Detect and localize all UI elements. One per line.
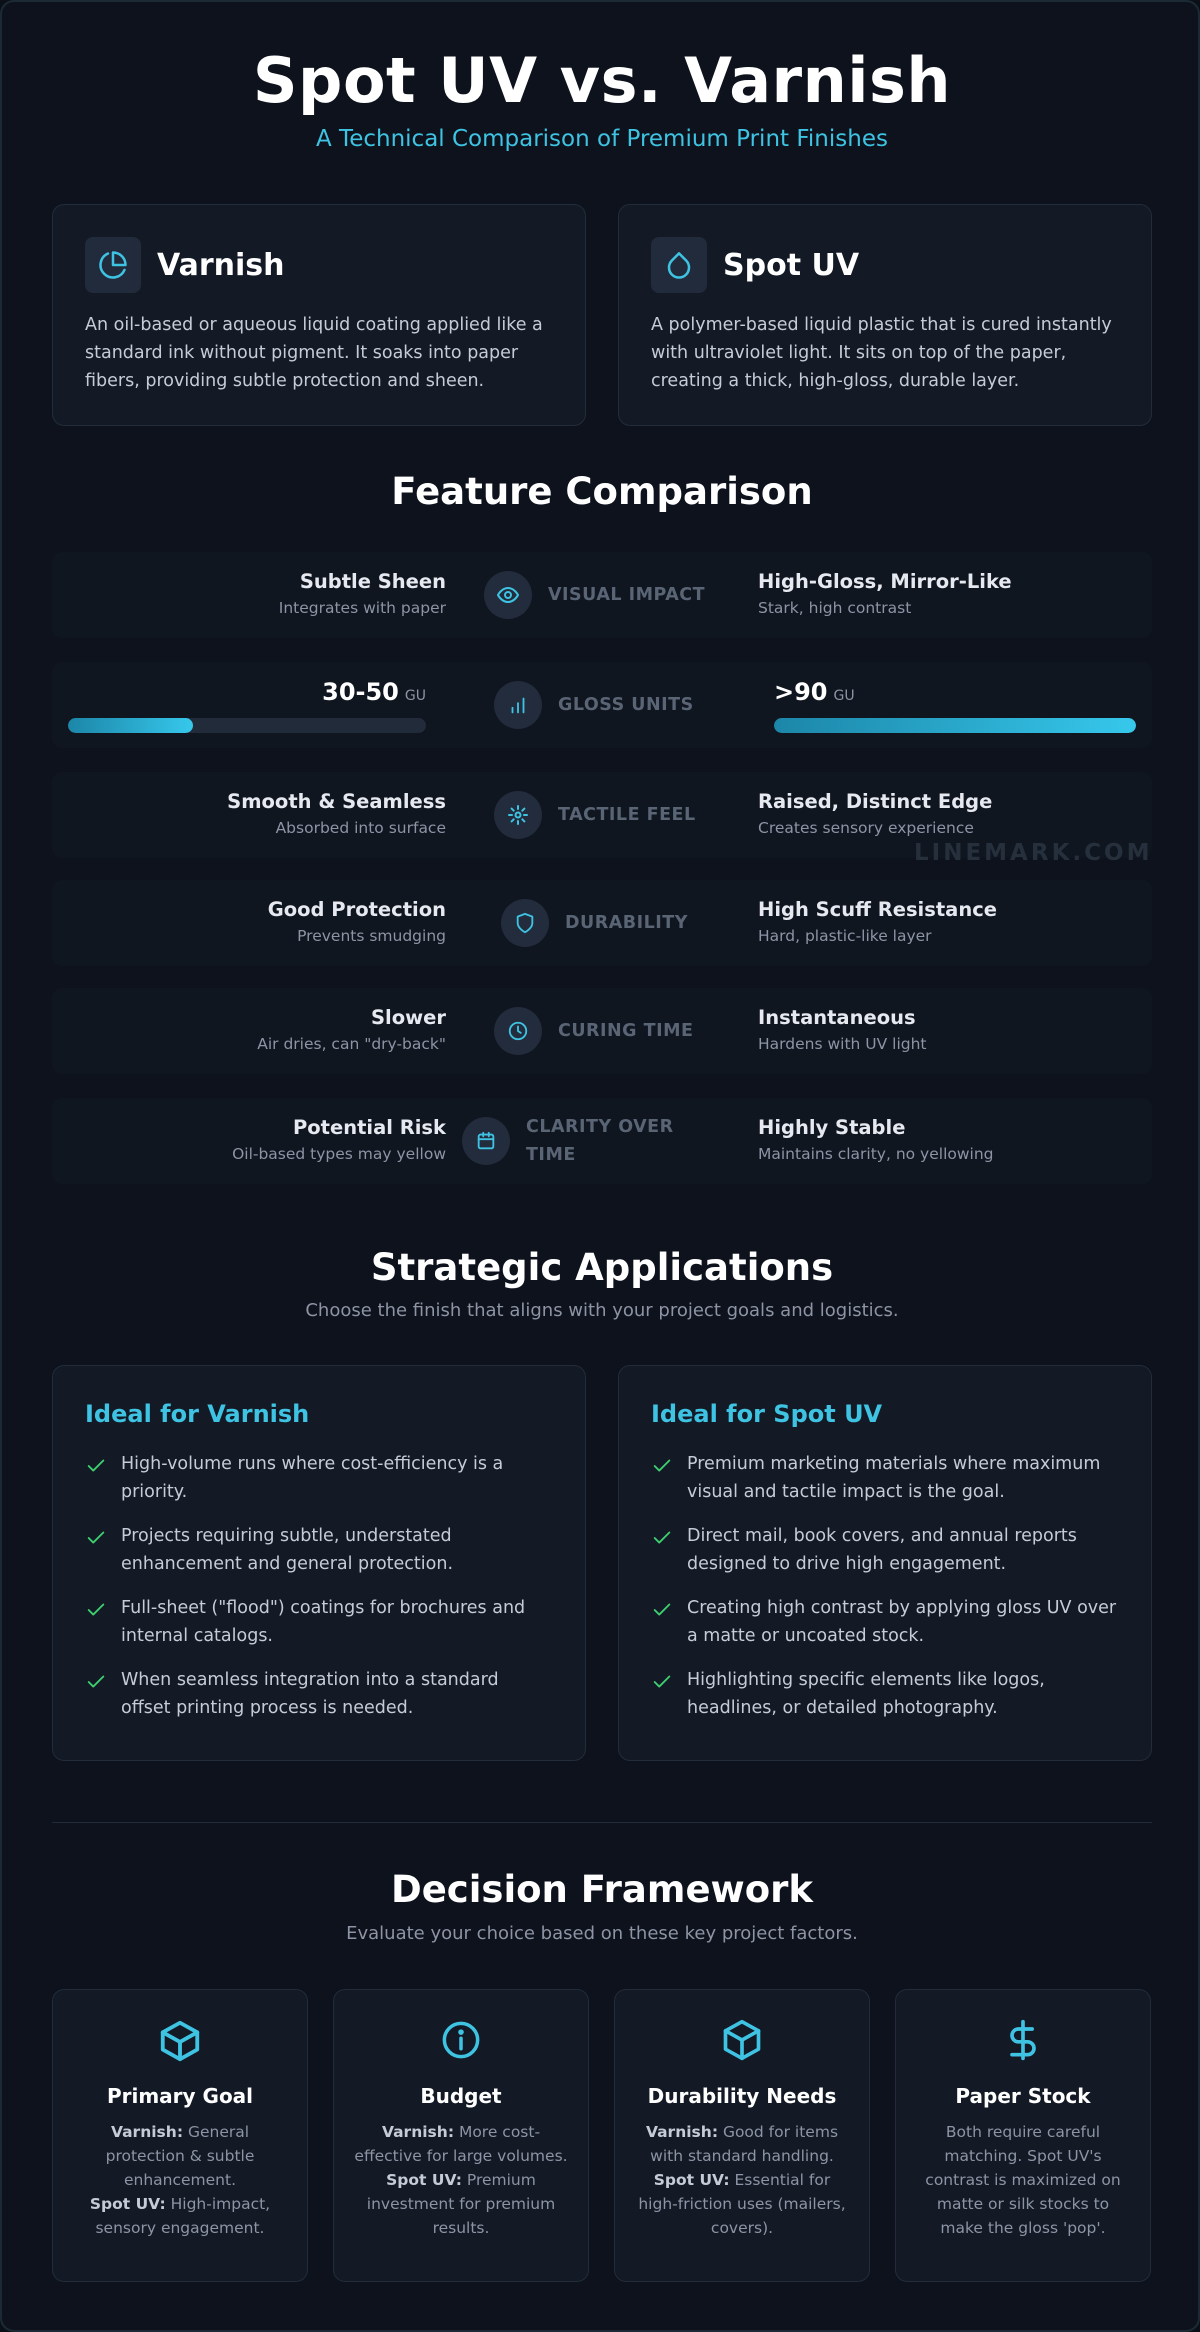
list-item [651, 1666, 1119, 1722]
varnish-note: Air dries, can "dry-back" [257, 1035, 446, 1053]
list-item [85, 1522, 553, 1578]
spotuv-intro-title: Spot UV [723, 247, 860, 283]
varnish-value: Slower [371, 1006, 446, 1029]
varnish-value: Good Protection [267, 898, 446, 921]
feature-label: GLOSS UNITS [558, 695, 694, 715]
framework-card-durability [614, 1989, 870, 2282]
paper-stock-text: Both require careful matching. Spot UV's contrast is maximized on matte or silk stocks to make the gloss 'pop'. [925, 2123, 1121, 2237]
varnish-note: Prevents smudging [297, 927, 446, 945]
box-icon [73, 2016, 287, 2064]
comparison-row-durability [52, 880, 1152, 966]
check-icon [651, 1671, 673, 1693]
feature-label: CLARITY OVER TIME [526, 1117, 674, 1165]
varnish-intro-card [52, 204, 586, 426]
varnish-applications-title: Ideal for Varnish [85, 1400, 310, 1428]
cube-icon [635, 2016, 849, 2064]
varnish-label: Varnish: [645, 2123, 719, 2141]
varnish-gloss-value: 30-50 [322, 678, 399, 706]
framework-card-title: Primary Goal [106, 2084, 254, 2108]
check-icon [651, 1455, 673, 1477]
list-item [85, 1666, 553, 1722]
varnish-intro-text: An oil-based or aqueous liquid coating applied like a standard ink without pigment. It soaks into paper fibers, providing subtle protection and sheen. [85, 315, 543, 391]
varnish-value: Subtle Sheen [299, 570, 446, 593]
section-divider [52, 1822, 1152, 1823]
spotuv-text: Essential for high-friction uses (mailers, covers). [638, 2171, 846, 2237]
watermark: LINEMARK.COM [914, 840, 1153, 866]
page-header [2, 44, 1200, 152]
spotuv-value: Instantaneous [758, 1006, 916, 1029]
list-item [651, 1522, 1119, 1578]
framework-subtitle: Evaluate your choice based on these key project factors. [346, 1923, 858, 1944]
spotuv-value: Highly Stable [758, 1116, 906, 1139]
spotuv-text: High-impact, sensory engagement. [95, 2195, 271, 2237]
varnish-text: General protection & subtle enhancement. [105, 2123, 255, 2189]
spotuv-label: Spot UV: [89, 2195, 166, 2213]
feature-label: CURING TIME [558, 1021, 694, 1041]
comparison-row-visual-impact [52, 552, 1152, 638]
eye-icon [484, 571, 532, 619]
spotuv-note: Hardens with UV light [758, 1035, 927, 1053]
check-icon [85, 1455, 107, 1477]
feature-label: TACTILE FEEL [558, 805, 696, 825]
calendar-icon [462, 1117, 510, 1165]
comparison-title: Feature Comparison [391, 470, 813, 513]
spotuv-gloss-value: >90 [774, 678, 828, 706]
page-title: Spot UV vs. Varnish [252, 44, 952, 117]
info-icon [354, 2016, 568, 2064]
varnish-applications-card [52, 1365, 586, 1761]
gloss-unit-label: GU [833, 688, 855, 704]
spotuv-gloss-bar-fill [774, 718, 1136, 733]
list-item [651, 1450, 1119, 1506]
feature-label: DURABILITY [565, 913, 688, 933]
spotuv-intro-card [618, 204, 1152, 426]
framework-title: Decision Framework [391, 1868, 813, 1911]
feature-label: VISUAL IMPACT [548, 585, 706, 605]
list-item-text: Projects requiring subtle, understated enhancement and general protection. [121, 1526, 454, 1574]
framework-card-paper-stock [895, 1989, 1151, 2282]
spotuv-note: Stark, high contrast [758, 599, 912, 617]
pie-chart-icon [85, 237, 141, 293]
spotuv-text: Premium investment for premium results. [366, 2171, 556, 2237]
comparison-row-gloss-units [52, 662, 1152, 748]
varnish-gloss-bar [68, 718, 426, 733]
spotuv-gloss-bar [774, 718, 1136, 733]
applications-title: Strategic Applications [370, 1246, 834, 1289]
spotuv-value: Raised, Distinct Edge [758, 790, 993, 813]
varnish-label: Varnish: [381, 2123, 455, 2141]
varnish-intro-title: Varnish [157, 247, 285, 283]
varnish-value: Potential Risk [292, 1116, 446, 1139]
dollar-icon [916, 2016, 1130, 2064]
list-item-text: Full-sheet ("flood") coatings for brochures and internal catalogs. [121, 1598, 526, 1646]
spotuv-applications-card [618, 1365, 1152, 1761]
varnish-note: Integrates with paper [278, 599, 446, 617]
list-item-text: Premium marketing materials where maximum visual and tactile impact is the goal. [687, 1454, 1101, 1502]
list-item [651, 1594, 1119, 1650]
list-item-text: Highlighting specific elements like logos, headlines, or detailed photography. [687, 1670, 1045, 1718]
check-icon [85, 1527, 107, 1549]
spotuv-value: High Scuff Resistance [758, 898, 997, 921]
varnish-text: Good for items with standard handling. [650, 2123, 839, 2165]
varnish-label: Varnish: [110, 2123, 184, 2141]
spotuv-note: Hard, plastic-like layer [758, 927, 932, 945]
varnish-text: More cost-effective for large volumes. [354, 2123, 568, 2165]
clock-icon [494, 1007, 542, 1055]
comparison-row-curing-time [52, 988, 1152, 1074]
spotuv-intro-text: A polymer-based liquid plastic that is cured instantly with ultraviolet light. It sits on top of the paper, creating a thick, high-gloss, durable layer. [651, 315, 1112, 391]
framework-card-primary-goal [52, 1989, 308, 2282]
spotuv-label: Spot UV: [386, 2171, 462, 2189]
list-item-text: Direct mail, book covers, and annual reports designed to drive high engagement. [687, 1526, 1077, 1574]
droplet-icon [651, 237, 707, 293]
varnish-gloss-bar-fill [68, 718, 193, 733]
list-item-text: High-volume runs where cost-efficiency is a priority. [121, 1454, 504, 1502]
gloss-unit-label: GU [404, 688, 426, 704]
list-item-text: When seamless integration into a standard offset printing process is needed. [121, 1670, 499, 1718]
varnish-note: Absorbed into surface [275, 819, 446, 837]
sparkle-icon [494, 791, 542, 839]
varnish-value: Smooth & Seamless [227, 790, 446, 813]
check-icon [85, 1671, 107, 1693]
framework-card-budget [333, 1989, 589, 2282]
check-icon [651, 1599, 673, 1621]
spotuv-applications-title: Ideal for Spot UV [651, 1400, 883, 1428]
check-icon [85, 1599, 107, 1621]
spotuv-note: Maintains clarity, no yellowing [758, 1145, 994, 1163]
spotuv-label: Spot UV: [653, 2171, 730, 2189]
list-item [85, 1594, 553, 1650]
spotuv-value: High-Gloss, Mirror-Like [758, 570, 1012, 593]
comparison-row-clarity [52, 1098, 1152, 1184]
applications-subtitle: Choose the finish that aligns with your project goals and logistics. [305, 1300, 899, 1321]
framework-card-title: Paper Stock [955, 2084, 1091, 2108]
bar-chart-icon [494, 681, 542, 729]
framework-card-title: Budget [420, 2084, 502, 2108]
framework-card-title: Durability Needs [647, 2084, 837, 2108]
shield-icon [501, 899, 549, 947]
varnish-note: Oil-based types may yellow [232, 1145, 446, 1163]
page-subtitle: A Technical Comparison of Premium Print Finishes [316, 126, 888, 152]
check-icon [651, 1527, 673, 1549]
list-item-text: Creating high contrast by applying gloss UV over a matte or uncoated stock. [687, 1598, 1117, 1646]
list-item [85, 1450, 553, 1506]
spotuv-note: Creates sensory experience [758, 819, 974, 837]
